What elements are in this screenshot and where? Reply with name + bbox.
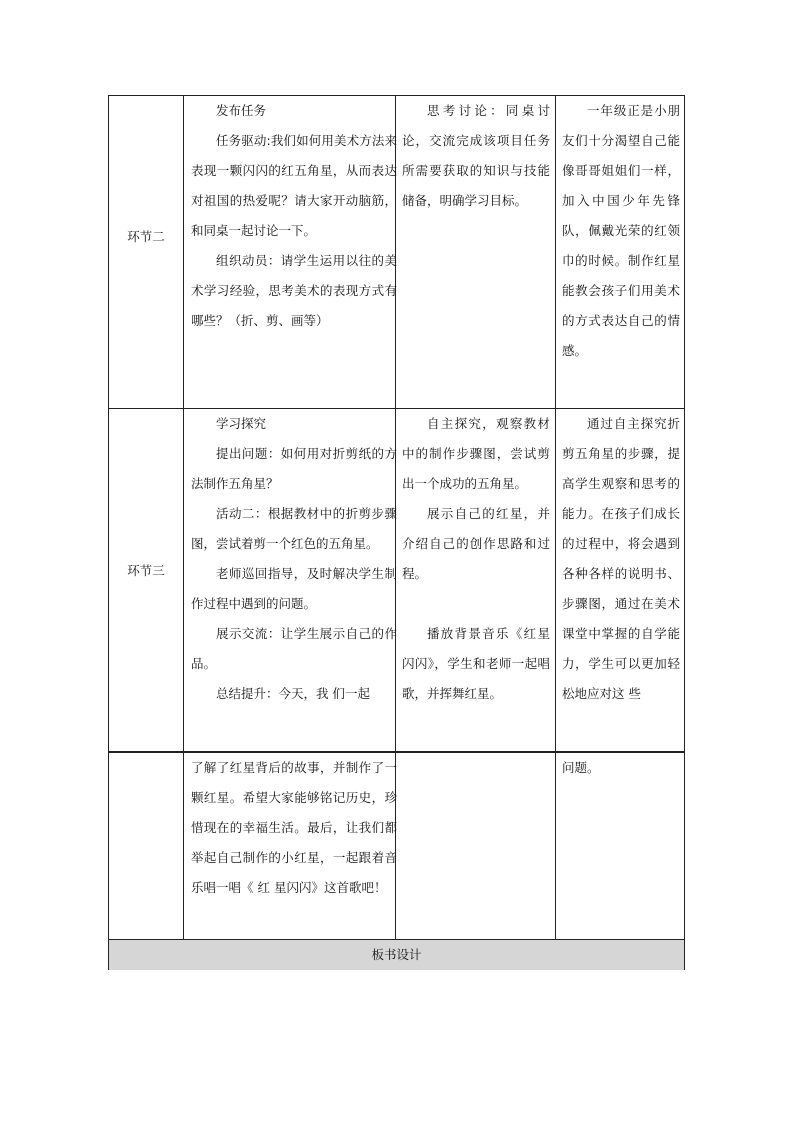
design-intent-cell (562, 96, 680, 366)
paragraph: 组织动员：请学生运用以往的美术学习经验，思考美术的表现方式有哪些？（折、剪、画等） (191, 253, 397, 328)
column-divider (183, 96, 184, 939)
paragraph: 通过自主探究折剪五角星的步骤，提高学生观察和思考的能力。在孩子们成长的过程中，将会遇到各种各样的说明书、步骤图，通过在美术课堂中掌握的自学能力，学生可以更加轻松地应对这 些 (562, 416, 680, 701)
paragraph: 任务驱动:我们如何用美术方法来表现一颗闪闪的红五角星，从而表达对祖国的热爱呢？请大家开动脑筋，和同桌一起讨论一下。 (191, 133, 397, 238)
column-divider (555, 96, 556, 939)
student-activity-cell (402, 96, 550, 216)
student-activity-cell (402, 409, 550, 709)
paragraph: 总结提升：今天，我 们一起 (216, 686, 370, 701)
lesson-plan-table (108, 95, 685, 970)
paragraph: 活动二：根据教材中的折剪步骤图，尝试着剪一个红色的五角星。 (191, 506, 397, 551)
paragraph: 问题。 (562, 760, 600, 775)
paragraph: 播放背景音乐《红星闪闪》，学生和老师一起唱歌，并挥舞红星。 (402, 626, 550, 701)
row-label: 环节二 (127, 229, 165, 244)
paragraph: 老师巡回指导，及时解决学生制作过程中遇到的问题。 (191, 566, 397, 611)
paragraph: 提出问题：如何用对折剪纸的方法制作五角星？ (191, 446, 397, 491)
row-label: 环节三 (127, 563, 165, 578)
design-intent-cell (562, 753, 680, 783)
paragraph: 思考讨论：同桌讨论，交流完成该项目任务所需要获取的知识与技能储备，明确学习目标。 (402, 103, 550, 208)
section-heading: 发布任务 (216, 103, 267, 118)
section-heading: 学习探究 (216, 416, 267, 431)
teacher-activity-cell (191, 409, 397, 709)
teacher-activity-cell (191, 753, 397, 903)
paragraph: 一年级正是小朋友们十分渴望自己能像哥哥姐姐们一样，加入中国少年先锋队，佩戴光荣的红领巾的时候。制作红星能教会孩子们用美术的方式表达自己的情感。 (562, 103, 680, 358)
paragraph: 了解了红星背后的故事，并制作了一颗红星。希望大家能够铭记历史，珍惜现在的幸福生活。最后，让我们都举起自己制作的小红星，一起跟着音乐唱一唱《 红 星闪闪》这首歌吧！ (191, 760, 397, 895)
blackboard-design-header: 板书设计 (109, 939, 684, 970)
paragraph: 展示自己的红星，并介绍自己的创作思路和过程。 (402, 506, 550, 581)
design-intent-cell (562, 409, 680, 709)
teacher-activity-cell (191, 96, 397, 336)
paragraph: 展示交流：让学生展示自己的作品。 (191, 626, 397, 671)
paragraph: 自主探究，观察教材中的制作步骤图，尝试剪出一个成功的五角星。 (402, 416, 550, 491)
